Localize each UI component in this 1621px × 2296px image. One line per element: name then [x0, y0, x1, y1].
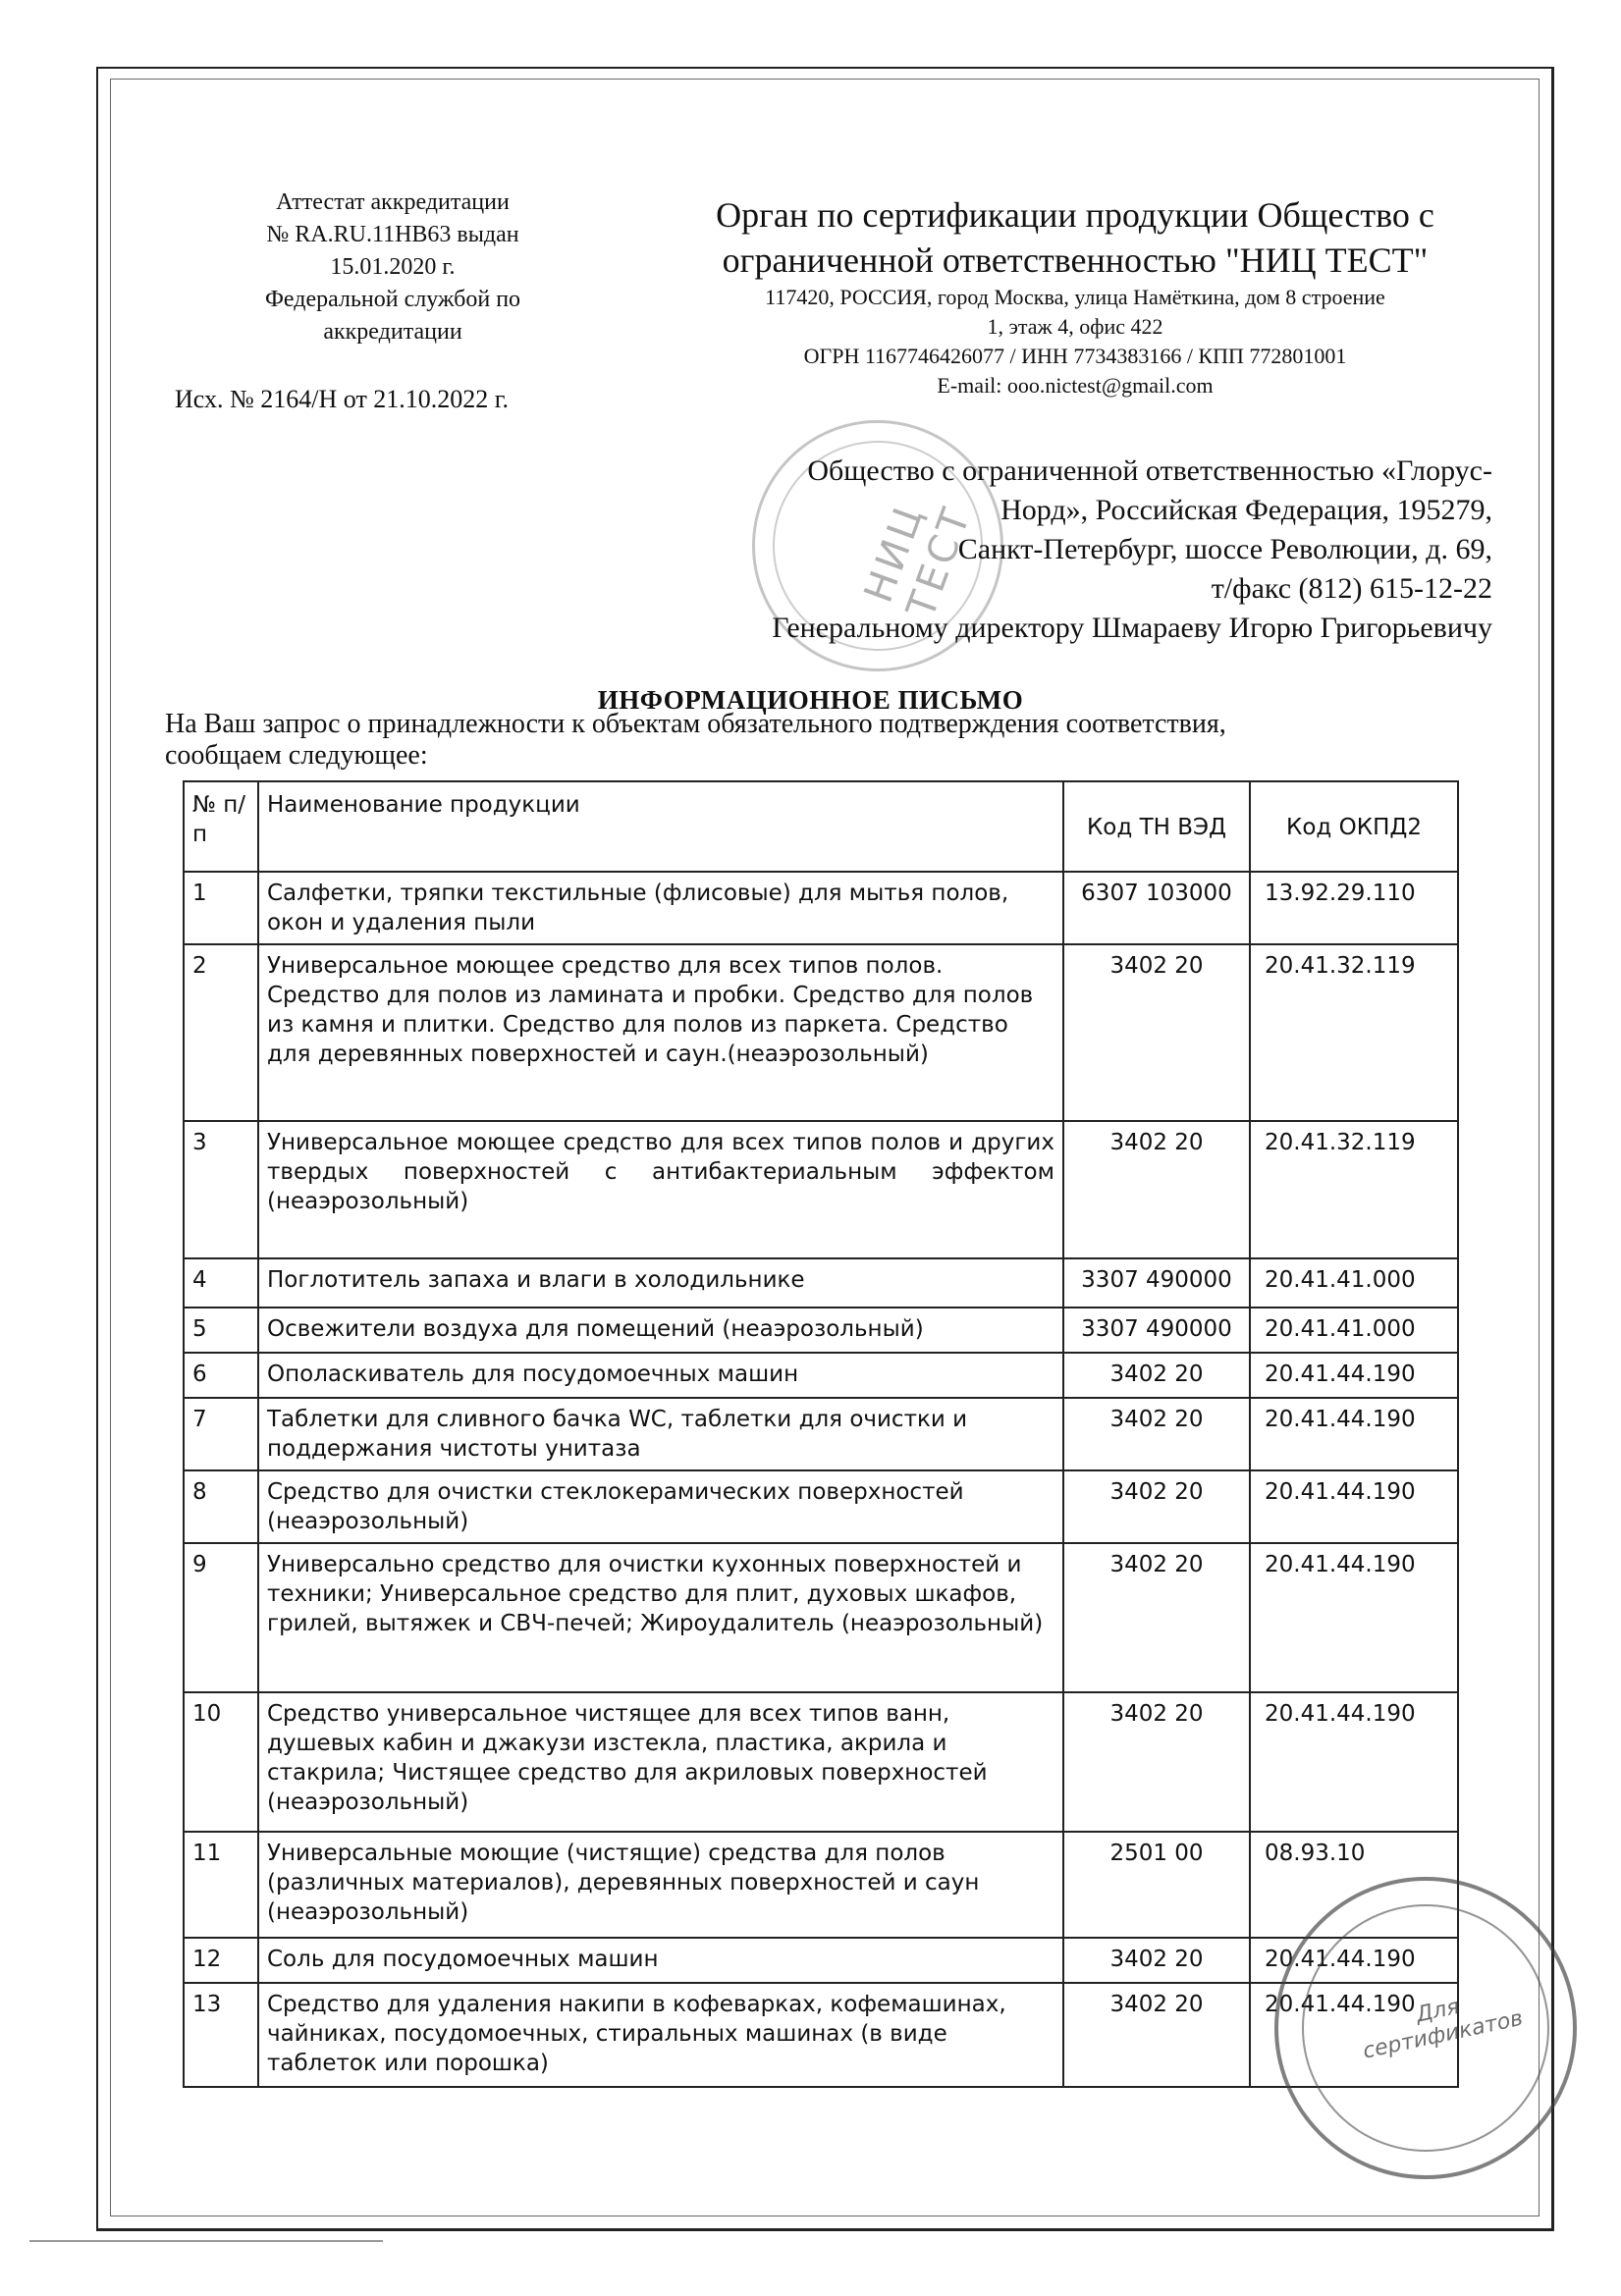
row-tnved: 3402 20 [1063, 1398, 1250, 1470]
row-tnved: 3307 490000 [1063, 1258, 1250, 1308]
issuer-address: 117420, РОССИЯ, город Москва, улица Намёткина, дом 8 строение [765, 285, 1385, 309]
document-title: ИНФОРМАЦИОННОЕ ПИСЬМО [597, 685, 1024, 715]
row-num: 13 [184, 1983, 258, 2087]
row-okpd: 20.41.44.190 [1250, 1470, 1458, 1543]
intro-text [165, 709, 1481, 772]
row-okpd: 20.41.44.190 [1250, 1692, 1458, 1832]
row-name: Соль для посудомоечных машин [258, 1938, 1063, 1983]
row-name: Средство для очистки стеклокерамических поверхностей (неаэрозольный) [258, 1470, 1063, 1543]
outgoing-reference: Исх. № 2164/Н от 21.10.2022 г. [175, 385, 510, 413]
table-row [184, 1121, 1458, 1258]
row-num: 8 [184, 1470, 258, 1543]
table-row [184, 1258, 1458, 1308]
row-name: Универсально средство для очистки кухонных поверхностей и техники; Универсальное средство для плит, духовых шкафов, грилей, вытяжек и СВЧ-печей; Жироудалитель (неаэрозольный) [258, 1543, 1063, 1692]
accreditation-line: Федеральной службой по [264, 287, 521, 312]
row-tnved: 3402 20 [1063, 1983, 1250, 2087]
row-name: Таблетки для сливного бачка WC, таблетки для очистки и поддержания чистоты унитаза [258, 1398, 1063, 1470]
row-tnved: 3402 20 [1063, 1938, 1250, 1983]
row-okpd: 20.41.44.190 [1250, 1543, 1458, 1692]
addressee-line: т/факс (812) 615-12-22 [1211, 572, 1492, 605]
row-okpd: 20.41.44.190 [1250, 1938, 1458, 1983]
header-okpd: Код ОКПД2 [1250, 781, 1458, 872]
addressee-block [677, 452, 1492, 648]
table-row [184, 872, 1458, 944]
row-name: Ополаскиватель для посудомоечных машин [258, 1353, 1063, 1398]
table-row [184, 1398, 1458, 1470]
accreditation-line: 15.01.2020 г. [330, 254, 456, 280]
row-num: 1 [184, 872, 258, 944]
row-num: 3 [184, 1121, 258, 1258]
row-num: 2 [184, 944, 258, 1121]
row-okpd: 20.41.41.000 [1250, 1258, 1458, 1308]
row-num: 9 [184, 1543, 258, 1692]
table-row [184, 1543, 1458, 1692]
row-num: 12 [184, 1938, 258, 1983]
row-num: 10 [184, 1692, 258, 1832]
scan-artifact-line [29, 2240, 383, 2242]
row-name: Салфетки, тряпки текстильные (флисовые) для мытья полов, окон и удаления пыли [258, 872, 1063, 944]
table-row [184, 1938, 1458, 1983]
row-okpd: 20.41.44.190 [1250, 1398, 1458, 1470]
table-row [184, 1353, 1458, 1398]
issuer-email: E-mail: ooo.nictest@gmail.com [937, 373, 1214, 398]
row-tnved: 3402 20 [1063, 1692, 1250, 1832]
products-table [183, 780, 1459, 2088]
addressee-line: Генеральному директору Шмараеву Игорю Григорьевичу [772, 612, 1492, 644]
row-name: Поглотитель запаха и влаги в холодильнике [258, 1258, 1063, 1308]
row-num: 4 [184, 1258, 258, 1308]
accreditation-line: № RA.RU.11НВ63 выдан [266, 222, 519, 247]
addressee-line: Общество с ограниченной ответственностью «Глорус- [807, 454, 1492, 487]
row-num: 6 [184, 1353, 258, 1398]
accreditation-line: Аттестат аккредитации [276, 189, 510, 215]
addressee-line: Санкт-Петербург, шоссе Революции, д. 69, [957, 533, 1492, 565]
row-tnved: 3402 20 [1063, 1470, 1250, 1543]
row-tnved: 2501 00 [1063, 1832, 1250, 1938]
recipient-stamp [1274, 1877, 1577, 2179]
row-tnved: 3307 490000 [1063, 1308, 1250, 1353]
table-row [184, 1983, 1458, 2087]
accreditation-line: аккредитации [323, 319, 462, 345]
header-name: Наименование продукции [258, 781, 1063, 872]
row-name: Универсальное моющее средство для всех типов полов и других твердых поверхностей с антибактериальным эффектом (неаэрозольный) [258, 1121, 1063, 1258]
row-num: 5 [184, 1308, 258, 1353]
row-okpd: 20.41.41.000 [1250, 1308, 1458, 1353]
row-okpd: 13.92.29.110 [1250, 872, 1458, 944]
stamp-text: Для сертификатов [1360, 1994, 1526, 2064]
row-tnved: 3402 20 [1063, 1353, 1250, 1398]
row-tnved: 3402 20 [1063, 1121, 1250, 1258]
row-name: Средство универсальное чистящее для всех типов ванн, душевых кабин и джакузи изстекла, пластика, акрила и стакрила; Чистящее средство для акриловых поверхностей (неаэрозольный) [258, 1692, 1063, 1832]
row-name: Освежители воздуха для помещений (неаэрозольный) [258, 1308, 1063, 1353]
row-tnved: 3402 20 [1063, 944, 1250, 1121]
row-name: Универсальное моющее средство для всех типов полов. Средство для полов из ламината и пробки. Средство для полов из камня и плитки. Средство для полов из паркета. Средство для деревянных поверхностей и саун.(неаэрозольный) [258, 944, 1063, 1121]
issuer-name: ограниченной ответственностью "НИЦ ТЕСТ" [722, 240, 1429, 280]
row-name: Универсальные моющие (чистящие) средства для полов (различных материалов), деревянных поверхностей и саун (неаэрозольный) [258, 1832, 1063, 1938]
row-num: 11 [184, 1832, 258, 1938]
row-okpd: 20.41.32.119 [1250, 1121, 1458, 1258]
row-okpd: 20.41.44.190 [1250, 1353, 1458, 1398]
table-row [184, 944, 1458, 1121]
issuer-ids: ОГРН 1167746426077 / ИНН 7734383166 / КПП 772801001 [803, 344, 1347, 368]
table-header-row [184, 781, 1458, 872]
table-row [184, 1692, 1458, 1832]
row-okpd: 20.41.32.119 [1250, 944, 1458, 1121]
header-num: № п/п [184, 781, 258, 872]
issuer-block [658, 192, 1492, 400]
addressee-line: Норд», Российская Федерация, 195279, [1000, 494, 1492, 526]
header-tnved: Код ТН ВЭД [1063, 781, 1250, 872]
table-row [184, 1308, 1458, 1353]
stamp-text: НИЦ ТЕСТ [855, 498, 981, 624]
accreditation-block [172, 187, 614, 348]
row-name: Средство для удаления накипи в кофеварках, кофемашинах, чайниках, посудомоечных, стиральных машинах (в виде таблеток или порошка) [258, 1983, 1063, 2087]
row-okpd: 08.93.10 [1250, 1832, 1458, 1938]
issuer-name: Орган по сертификации продукции Общество с [716, 195, 1434, 235]
intro-line: сообщаем следующее: [165, 740, 428, 771]
issuer-address: 1, этаж 4, офис 422 [987, 314, 1163, 339]
row-tnved: 6307 103000 [1063, 872, 1250, 944]
table-row [184, 1832, 1458, 1938]
row-tnved: 3402 20 [1063, 1543, 1250, 1692]
row-okpd: 20.41.44.190 [1250, 1983, 1458, 2087]
intro-line: На Ваш запрос о принадлежности к объектам обязательного подтверждения соответствия, [165, 709, 1226, 739]
table-row [184, 1470, 1458, 1543]
row-num: 7 [184, 1398, 258, 1470]
